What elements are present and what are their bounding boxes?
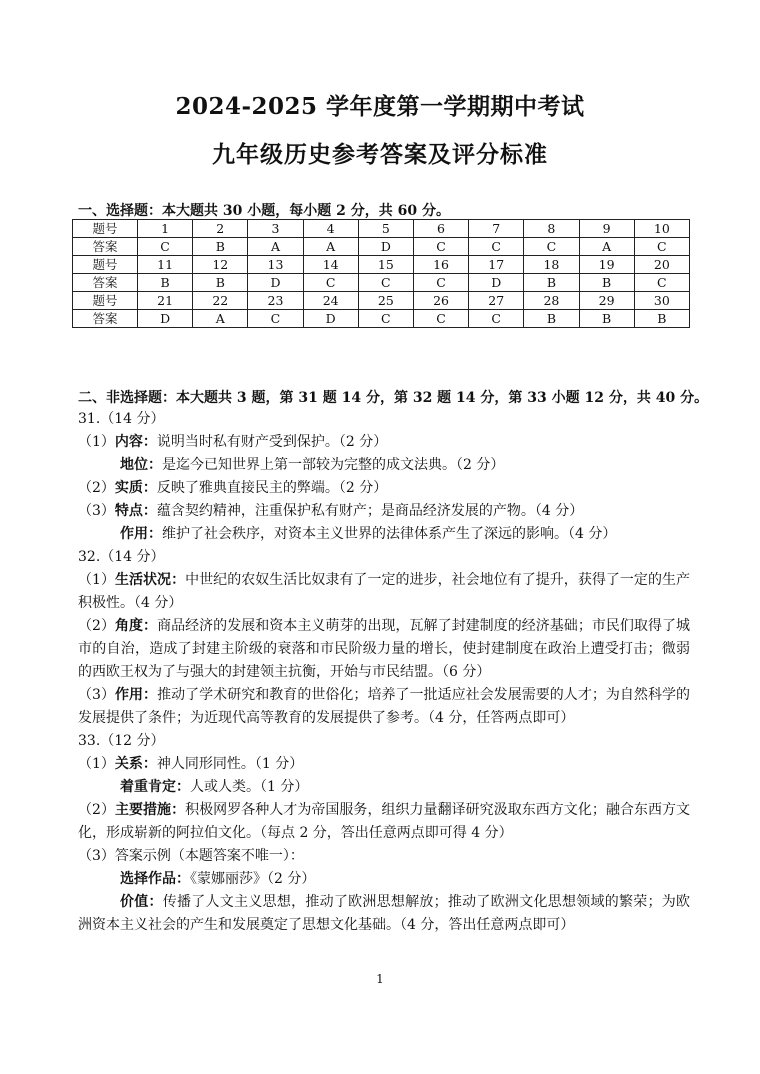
q31-item2: （2）实质：反映了雅典直接民主的弊端。（2 分） bbox=[78, 480, 388, 496]
question-number-cell: 1 bbox=[138, 220, 193, 238]
q33-item2: （2）主要措施：积极网罗各种人才为帝国服务，组织力量翻译研究汲取东西方文化；融合东西方文化，形成崭新的阿拉伯文化。（每点 2 分，答出任意两点即可得 4 分） bbox=[78, 802, 691, 841]
answer-cell: C bbox=[413, 310, 468, 328]
question-number-cell: 17 bbox=[469, 256, 524, 274]
answer-cell: C bbox=[248, 310, 303, 328]
question-number-cell: 28 bbox=[524, 292, 579, 310]
answer-cell: C bbox=[138, 238, 193, 256]
q33-item3c: 价值：传播了人文主义思想，推动了欧洲思想解放；推动了欧洲文化思想领域的繁荣；为欧洲资本主义社会的产生和发展奠定了思想文化基础。（4 分，答出任意两点即可） bbox=[78, 894, 691, 933]
answer-cell: C bbox=[469, 238, 524, 256]
label-feature: 特点： bbox=[114, 503, 157, 519]
question-number-cell: 13 bbox=[248, 256, 303, 274]
answer-cell: C bbox=[358, 274, 413, 292]
answer-cell: A bbox=[248, 238, 303, 256]
question-number-cell: 12 bbox=[193, 256, 248, 274]
answer-cell: D bbox=[248, 274, 303, 292]
answer-cell: C bbox=[634, 274, 689, 292]
q31-item3b: 作用：维护了社会秩序，对资本主义世界的法律体系产生了深远的影响。（4 分） bbox=[120, 526, 617, 542]
label-work: 选择作品： bbox=[120, 871, 190, 887]
document-title: 2024-2025 学年度第一学期期中考试 bbox=[175, 93, 585, 120]
answer-cell: C bbox=[634, 238, 689, 256]
document-subtitle: 九年级历史参考答案及评分标准 bbox=[212, 141, 548, 168]
question-number-cell: 25 bbox=[358, 292, 413, 310]
section2-heading: 二、非选择题：本大题共 3 题，第 31 题 14 分，第 32 题 14 分，第 33 小题 12 分，共 40 分。 bbox=[78, 390, 709, 406]
question-number-cell: 7 bbox=[469, 220, 524, 238]
row-label: 答案 bbox=[73, 274, 138, 292]
question-number-cell: 26 bbox=[413, 292, 468, 310]
answer-cell: B bbox=[524, 274, 579, 292]
question-number-cell: 24 bbox=[303, 292, 358, 310]
question-number-cell: 14 bbox=[303, 256, 358, 274]
question-number-cell: 18 bbox=[524, 256, 579, 274]
question-number-cell: 29 bbox=[579, 292, 634, 310]
question-number-cell: 19 bbox=[579, 256, 634, 274]
question-number-cell: 22 bbox=[193, 292, 248, 310]
answer-body bbox=[78, 408, 690, 937]
answer-cell: C bbox=[358, 310, 413, 328]
question-number-cell: 15 bbox=[358, 256, 413, 274]
answer-cell: C bbox=[413, 274, 468, 292]
answer-row bbox=[73, 310, 690, 328]
answer-cell: D bbox=[138, 310, 193, 328]
question-number-cell: 4 bbox=[303, 220, 358, 238]
question-number-cell: 21 bbox=[138, 292, 193, 310]
question-number-cell: 5 bbox=[358, 220, 413, 238]
question-number-cell: 23 bbox=[248, 292, 303, 310]
question-number-cell: 2 bbox=[193, 220, 248, 238]
label-content: 内容： bbox=[114, 434, 157, 450]
answer-cell: D bbox=[358, 238, 413, 256]
answer-cell: A bbox=[193, 310, 248, 328]
section1-heading: 一、选择题：本大题共 30 小题，每小题 2 分，共 60 分。 bbox=[78, 203, 450, 219]
q31-item1: （1）内容：说明当时私有财产受到保护。（2 分） bbox=[78, 434, 388, 450]
question-number-cell: 8 bbox=[524, 220, 579, 238]
label-effect: 作用： bbox=[120, 526, 162, 542]
answer-cell: D bbox=[469, 274, 524, 292]
question-number-cell: 6 bbox=[413, 220, 468, 238]
label-relation: 关系： bbox=[114, 756, 157, 772]
answer-row bbox=[73, 238, 690, 256]
q33-item3: （3）答案示例（本题答案不唯一）： bbox=[78, 848, 304, 864]
answer-cell: B bbox=[524, 310, 579, 328]
question-number-cell: 9 bbox=[579, 220, 634, 238]
label-angle: 角度： bbox=[114, 618, 158, 634]
label-status: 地位： bbox=[120, 457, 162, 473]
question-number-cell: 30 bbox=[634, 292, 689, 310]
row-label: 答案 bbox=[73, 310, 138, 328]
label-measures: 主要措施： bbox=[114, 802, 186, 818]
q31-item1b: 地位：是迄今已知世界上第一部较为完整的成文法典。（2 分） bbox=[120, 457, 505, 473]
question-number-cell: 11 bbox=[138, 256, 193, 274]
row-label: 题号 bbox=[73, 256, 138, 274]
q33-item1: （1）关系：神人同形同性。（1 分） bbox=[78, 756, 304, 772]
q32-item1: （1）生活状况：中世纪的农奴生活比奴隶有了一定的进步，社会地位有了提升，获得了一定的生产积极性。（4 分） bbox=[78, 572, 691, 611]
answer-cell: A bbox=[303, 238, 358, 256]
question-number-cell: 10 bbox=[634, 220, 689, 238]
answer-cell: B bbox=[138, 274, 193, 292]
row-label: 答案 bbox=[73, 238, 138, 256]
q33-header: 33.（12 分） bbox=[78, 733, 165, 749]
label-affirm: 着重肯定： bbox=[120, 779, 190, 795]
question-number-cell: 3 bbox=[248, 220, 303, 238]
label-value: 价值： bbox=[120, 894, 163, 910]
answer-cell: B bbox=[193, 274, 248, 292]
page-number: 1 bbox=[376, 972, 384, 986]
answer-row bbox=[73, 274, 690, 292]
answer-cell: C bbox=[413, 238, 468, 256]
answer-table bbox=[72, 219, 690, 328]
question-number-cell: 16 bbox=[413, 256, 468, 274]
row-label: 题号 bbox=[73, 220, 138, 238]
answer-cell: B bbox=[579, 274, 634, 292]
answer-cell: B bbox=[579, 310, 634, 328]
answer-cell: A bbox=[579, 238, 634, 256]
question-number-cell: 20 bbox=[634, 256, 689, 274]
q33-item3b: 选择作品：《蒙娜丽莎》（2 分） bbox=[120, 871, 316, 887]
q32-header: 32.（14 分） bbox=[78, 549, 165, 565]
answer-cell: C bbox=[469, 310, 524, 328]
answer-cell: B bbox=[634, 310, 689, 328]
question-row bbox=[73, 292, 690, 310]
answer-cell: C bbox=[524, 238, 579, 256]
q32-item2: （2）角度：商品经济的发展和资本主义萌芽的出现，瓦解了封建制度的经济基础；市民们取得了城市的自治，造成了封建主阶级的衰落和市民阶级力量的增长，使封建制度在政治上遭受打击；微弱的西欧王权为了与强大的封建领主抗衡，开始与市民结盟。（6 分） bbox=[78, 618, 690, 680]
label-essence: 实质： bbox=[114, 480, 157, 496]
question-row bbox=[73, 220, 690, 238]
answer-cell: C bbox=[303, 274, 358, 292]
label-living: 生活状况： bbox=[114, 572, 186, 588]
question-number-cell: 27 bbox=[469, 292, 524, 310]
q31-header: 31.（14 分） bbox=[78, 411, 165, 427]
row-label: 题号 bbox=[73, 292, 138, 310]
answer-cell: B bbox=[193, 238, 248, 256]
answer-cell: D bbox=[303, 310, 358, 328]
q31-item3: （3）特点：蕴含契约精神，注重保护私有财产；是商品经济发展的产物。（4 分） bbox=[78, 503, 584, 519]
question-row bbox=[73, 256, 690, 274]
label-role: 作用： bbox=[114, 687, 158, 703]
q32-item3: （3）作用：推动了学术研究和教育的世俗化；培养了一批适应社会发展需要的人才；为自然科学的发展提供了条件；为近现代高等教育的发展提供了参考。（4 分，任答两点即可） bbox=[78, 687, 690, 726]
q33-item1b: 着重肯定：人或人类。（1 分） bbox=[120, 779, 309, 795]
